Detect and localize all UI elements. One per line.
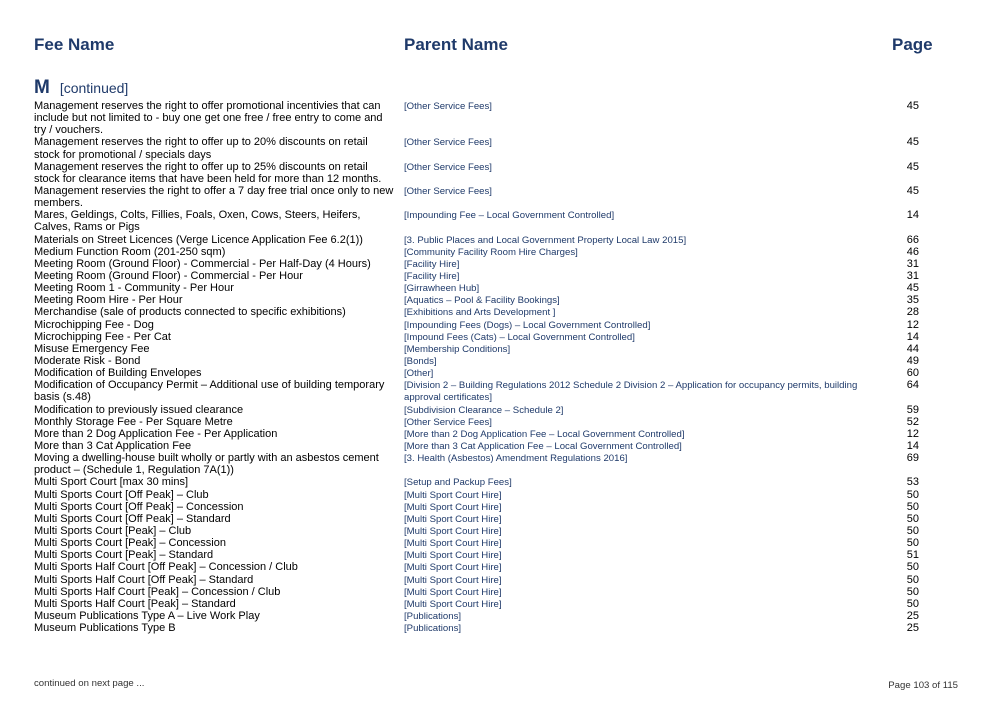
- page-number-cell: 69: [906, 452, 919, 465]
- parent-name-link[interactable]: [Facility Hire]: [404, 258, 460, 270]
- fee-name-cell: Museum Publications Type A – Live Work Play: [34, 610, 260, 623]
- fee-name-cell: Multi Sport Court [max 30 mins]: [34, 476, 189, 489]
- fee-name-cell: Mares, Geldings, Colts, Fillies, Foals, Oxen, Cows, Steers, Heifers, Calves, Rams or Pigs: [34, 209, 361, 234]
- table-row: [0, 476, 992, 488]
- table-row: [0, 622, 992, 634]
- fee-name-cell: Modification of Building Envelopes: [34, 367, 202, 380]
- page-number-cell: 51: [906, 549, 919, 562]
- parent-name-link[interactable]: [Other Service Fees]: [404, 137, 492, 149]
- table-row: [0, 525, 992, 537]
- parent-name-link[interactable]: [Multi Sport Court Hire]: [404, 598, 502, 610]
- fee-name-cell: Multi Sports Court [Off Peak] – Concession: [34, 500, 244, 513]
- page-number-cell: 49: [906, 355, 919, 368]
- page-number-cell: 53: [906, 476, 919, 489]
- fee-name-cell: Multi Sports Half Court [Peak] – Standard: [34, 597, 236, 610]
- table-row: [0, 501, 992, 513]
- page-number-cell: 44: [906, 342, 919, 355]
- fee-table: [0, 100, 992, 634]
- table-row: [0, 282, 992, 294]
- fee-name-cell: Modification of Occupancy Permit – Additional use of building temporary basis (s.48): [34, 379, 385, 404]
- page-number-cell: 25: [906, 610, 919, 623]
- table-row: [0, 246, 992, 258]
- page-number-cell: 12: [906, 427, 919, 440]
- page-number-cell: 35: [906, 294, 919, 307]
- parent-name-link[interactable]: [Other Service Fees]: [404, 101, 492, 112]
- parent-name-link[interactable]: [Publications]: [404, 611, 462, 623]
- table-row: [0, 586, 992, 598]
- parent-name-link[interactable]: [Membership Conditions]: [404, 343, 511, 355]
- table-row: [0, 574, 992, 586]
- table-row: [0, 355, 992, 367]
- table-row: [0, 100, 992, 136]
- page-number-cell: 28: [906, 306, 919, 319]
- fee-name-cell: Microchipping Fee - Per Cat: [34, 330, 171, 343]
- page-number-cell: 25: [906, 622, 919, 635]
- page-number-cell: 31: [906, 257, 919, 270]
- section-continued: [continued]: [59, 80, 129, 96]
- fee-name-cell: Moderate Risk - Bond: [34, 355, 141, 368]
- page-number-cell: 52: [906, 415, 919, 428]
- fee-name-cell: Management reserves the right to offer up to 25% discounts on retail stock for clearance items that have been held for more than 12 months.: [34, 160, 382, 185]
- fee-name-cell: Museum Publications Type B: [34, 622, 176, 635]
- table-row: [0, 513, 992, 525]
- parent-name-link[interactable]: [Other]: [404, 368, 434, 380]
- parent-name-link[interactable]: [Other Service Fees]: [404, 416, 492, 428]
- table-row: [0, 234, 992, 246]
- parent-name-link[interactable]: [Other Service Fees]: [404, 161, 492, 173]
- parent-name-link[interactable]: [Bonds]: [404, 356, 437, 368]
- parent-name-link[interactable]: [Multi Sport Court Hire]: [404, 526, 502, 538]
- parent-name-link[interactable]: [Exhibitions and Arts Development ]: [404, 307, 556, 319]
- fee-name-cell: Materials on Street Licences (Verge Licence Application Fee 6.2(1)): [34, 233, 363, 246]
- page-number-cell: 14: [906, 440, 919, 453]
- parent-name-link[interactable]: [Multi Sport Court Hire]: [404, 538, 502, 550]
- table-row: [0, 561, 992, 573]
- page-number-cell: 46: [906, 245, 919, 258]
- parent-name-link[interactable]: [Multi Sport Court Hire]: [404, 501, 502, 513]
- page-number-cell: 31: [906, 270, 919, 283]
- page-number-footer: Page 103 of 115: [888, 680, 958, 691]
- parent-name-link[interactable]: [3. Public Places and Local Government Property Local Law 2015]: [404, 234, 687, 246]
- table-row: [0, 306, 992, 318]
- fee-name-cell: Monthly Storage Fee - Per Square Metre: [34, 415, 233, 428]
- page-number-cell: 50: [906, 585, 919, 598]
- parent-name-link[interactable]: [Community Facility Room Hire Charges]: [404, 246, 578, 258]
- table-row: [0, 452, 992, 476]
- fee-name-cell: Management reservies the right to offer a 7 day free trial once only to new members.: [34, 185, 394, 210]
- page-number-cell: 45: [906, 282, 919, 295]
- page-number-cell: 45: [906, 100, 919, 112]
- fee-name-cell: Multi Sports Court [Peak] – Concession: [34, 537, 226, 550]
- page-number-cell: 66: [906, 233, 919, 246]
- parent-name-link[interactable]: [Division 2 – Building Regulations 2012 Schedule 2 Division 2 – Application for occupancy permits, building approval certificates]: [404, 380, 858, 404]
- fee-name-cell: Modification to previously issued clearance: [34, 403, 244, 416]
- page-number-cell: 50: [906, 512, 919, 525]
- parent-name-link[interactable]: [Girrawheen Hub]: [404, 283, 480, 295]
- parent-name-link[interactable]: [3. Health (Asbestos) Amendment Regulations 2016]: [404, 453, 628, 465]
- parent-name-link[interactable]: [Other Service Fees]: [404, 186, 492, 198]
- page-number-cell: 59: [906, 403, 919, 416]
- fee-name-cell: Multi Sports Court [Peak] – Standard: [34, 549, 214, 562]
- parent-name-link[interactable]: [Impounding Fees (Dogs) – Local Government Controlled]: [404, 319, 651, 331]
- page-number-cell: 64: [906, 379, 919, 392]
- table-row: [0, 367, 992, 379]
- fee-name-cell: Management reserves the right to offer up to 20% discounts on retail stock for promotional / specials days: [34, 136, 368, 161]
- page-header: Page: [892, 35, 933, 54]
- table-row: [0, 404, 992, 416]
- fee-name-cell: Multi Sports Court [Off Peak] – Standard: [34, 512, 231, 525]
- table-row: [0, 610, 992, 622]
- parent-name-link[interactable]: [Impounding Fee – Local Government Controlled]: [404, 210, 615, 222]
- table-row: [0, 209, 992, 233]
- fee-name-cell: Moving a dwelling-house built wholly or partly with an asbestos cement product – (Schedule 1, Regulation 7A(1)): [34, 452, 379, 477]
- fee-name-cell: Meeting Room (Ground Floor) - Commercial - Per Hour: [34, 270, 303, 283]
- table-row: [0, 549, 992, 561]
- page-number-cell: 60: [906, 367, 919, 380]
- table-row: [0, 161, 992, 185]
- table-row: [0, 598, 992, 610]
- parent-name-link[interactable]: [Setup and Packup Fees]: [404, 477, 512, 489]
- page-number-cell: 50: [906, 597, 919, 610]
- table-row: [0, 319, 992, 331]
- fee-name-cell: Multi Sports Half Court [Off Peak] – Standard: [34, 573, 254, 586]
- page-number-cell: 50: [906, 573, 919, 586]
- parent-name-link[interactable]: [More than 3 Cat Application Fee – Local Government Controlled]: [404, 441, 682, 453]
- parent-name-link[interactable]: [Multi Sport Court Hire]: [404, 513, 502, 525]
- page-number-cell: 50: [906, 537, 919, 550]
- table-row: [0, 258, 992, 270]
- table-row: [0, 537, 992, 549]
- fee-name-cell: Merchandise (sale of products connected to specific exhibitions): [34, 306, 346, 319]
- table-row: [0, 416, 992, 428]
- table-row: [0, 294, 992, 306]
- table-row: [0, 343, 992, 355]
- fee-name-cell: Multi Sports Court [Peak] – Club: [34, 525, 192, 538]
- page-number-cell: 50: [906, 500, 919, 513]
- page-number-cell: 45: [906, 136, 919, 149]
- parent-name-link[interactable]: [Publications]: [404, 623, 462, 635]
- parent-name-link[interactable]: [Multi Sport Court Hire]: [404, 574, 502, 586]
- page-number-cell: 45: [906, 160, 919, 173]
- parent-name-link[interactable]: [Aquatics – Pool & Facility Bookings]: [404, 295, 560, 307]
- parent-name-link[interactable]: [Multi Sport Court Hire]: [404, 489, 502, 501]
- fee-name-cell: Medium Function Room (201-250 sqm): [34, 245, 226, 258]
- table-row: [0, 331, 992, 343]
- page-number-cell: 45: [906, 185, 919, 198]
- parent-name-link[interactable]: [Impound Fees (Cats) – Local Government Controlled]: [404, 331, 635, 343]
- table-row: [0, 185, 992, 209]
- fee-name-header: Fee Name: [34, 35, 115, 54]
- parent-name-link[interactable]: [Facility Hire]: [404, 271, 460, 283]
- fee-name-cell: Multi Sports Court [Off Peak] – Club: [34, 488, 209, 501]
- section-letter: M: [34, 77, 50, 98]
- section-heading: [34, 77, 128, 99]
- parent-name-link[interactable]: [Multi Sport Court Hire]: [404, 550, 502, 562]
- fee-name-cell: Multi Sports Half Court [Peak] – Concession / Club: [34, 585, 281, 598]
- table-row: [0, 440, 992, 452]
- table-row: [0, 136, 992, 160]
- fee-name-cell: More than 3 Cat Application Fee: [34, 440, 192, 453]
- page-number-cell: 50: [906, 561, 919, 574]
- fee-name-cell: Misuse Emergency Fee: [34, 342, 150, 355]
- parent-name-link[interactable]: [More than 2 Dog Application Fee – Local Government Controlled]: [404, 428, 685, 440]
- page-number-cell: 14: [906, 330, 919, 343]
- fee-name-cell: Meeting Room 1 - Community - Per Hour: [34, 282, 234, 295]
- page-number-cell: 14: [906, 209, 919, 222]
- parent-name-link[interactable]: [Multi Sport Court Hire]: [404, 562, 502, 574]
- parent-name-link[interactable]: [Multi Sport Court Hire]: [404, 586, 502, 598]
- page-number-cell: 50: [906, 488, 919, 501]
- continued-note: continued on next page ...: [34, 678, 145, 689]
- parent-name-header: Parent Name: [404, 35, 508, 54]
- table-row: [0, 428, 992, 440]
- fee-name-cell: Management reserves the right to offer promotional incentivies that can include but not limited to - buy one get one free / free entry to come and try / vouchers.: [34, 100, 383, 137]
- page-number-cell: 12: [906, 318, 919, 331]
- table-row: [0, 379, 992, 403]
- fee-name-cell: More than 2 Dog Application Fee - Per Application: [34, 427, 278, 440]
- fee-name-cell: Meeting Room Hire - Per Hour: [34, 294, 183, 307]
- table-row: [0, 489, 992, 501]
- table-row: [0, 270, 992, 282]
- page-number-cell: 50: [906, 525, 919, 538]
- fee-name-cell: Microchipping Fee - Dog: [34, 318, 154, 331]
- fee-name-cell: Meeting Room (Ground Floor) - Commercial - Per Half-Day (4 Hours): [34, 257, 371, 270]
- parent-name-link[interactable]: [Subdivision Clearance – Schedule 2]: [404, 404, 564, 416]
- fee-name-cell: Multi Sports Half Court [Off Peak] – Concession / Club: [34, 561, 298, 574]
